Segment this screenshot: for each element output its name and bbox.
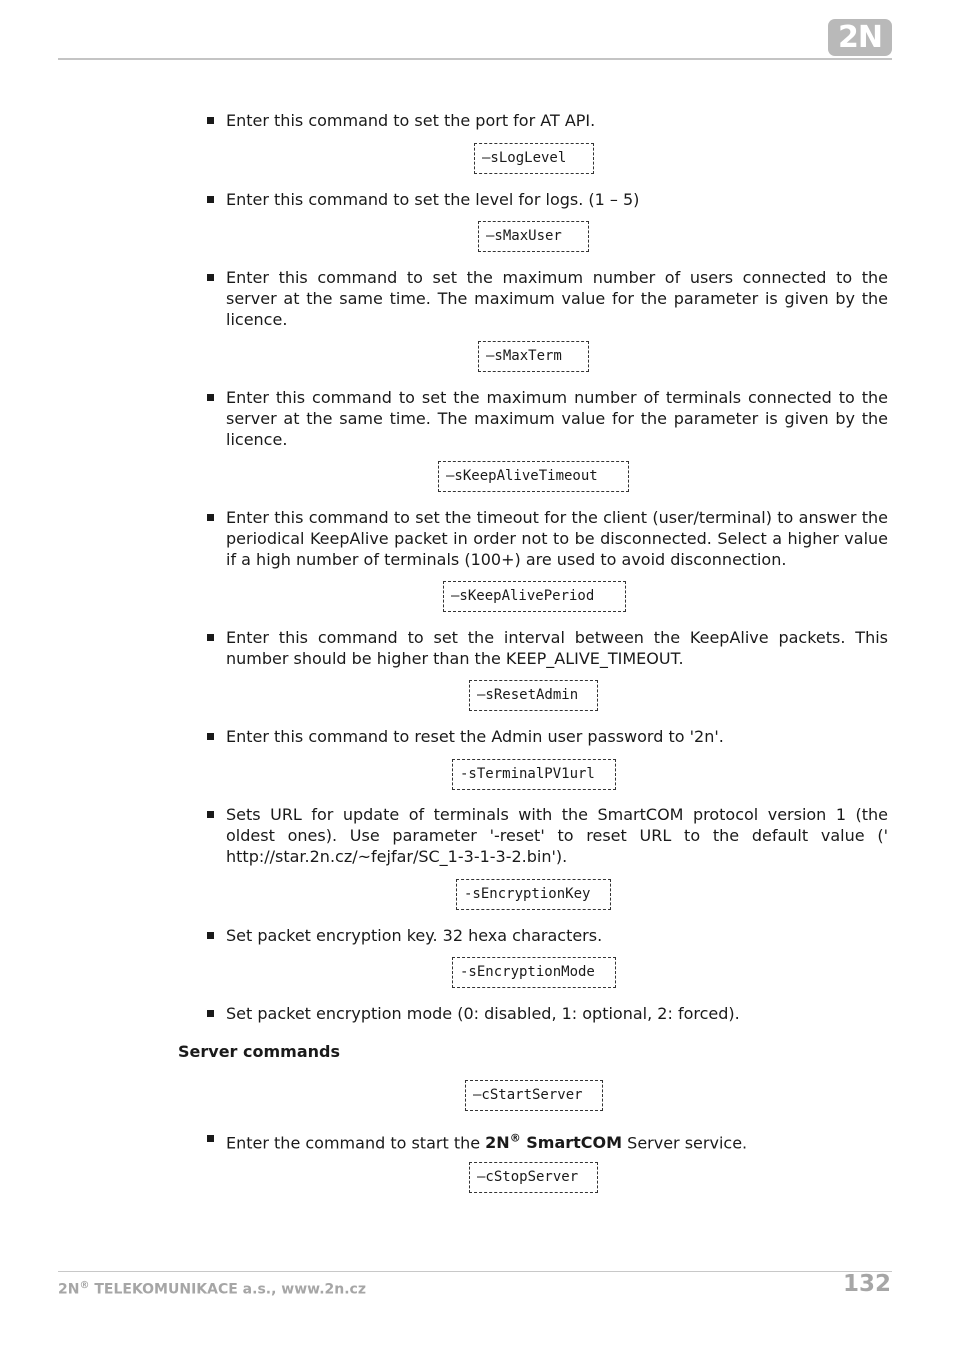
list-item: Enter this command to set the maximum number of users connected to the server at the same time. The maximum value for the parameter is given by the licence. — [226, 267, 888, 330]
bullet-square-icon — [207, 196, 214, 203]
product-name: 2N® SmartCOM — [485, 1132, 623, 1153]
footer-company: 2N® TELEKOMUNIKACE a.s., www.2n.cz — [58, 1280, 366, 1298]
header-divider — [58, 58, 892, 60]
command-box: –sKeepAlivePeriod — [443, 581, 626, 612]
company-logo: 2N — [828, 19, 892, 56]
list-item: Sets URL for update of terminals with the SmartCOM protocol version 1 (the oldest ones). Use parameter '-reset' to reset URL to the default value (' http://star.2n.cz/~fejfar/SC_1-3-1-3-2.bin'). — [226, 804, 888, 867]
bullet-square-icon — [207, 634, 214, 641]
bullet-square-icon — [207, 811, 214, 818]
list-item: Enter this command to set the port for AT API. — [226, 110, 888, 131]
command-box: –sLogLevel — [474, 143, 594, 174]
list-item: Enter this command to set the level for logs. (1 – 5) — [226, 189, 888, 210]
list-item: Enter this command to reset the Admin user password to '2n'. — [226, 726, 888, 747]
bullet-square-icon — [207, 932, 214, 939]
command-box: –sKeepAliveTimeout — [438, 461, 629, 492]
bullet-square-icon — [207, 514, 214, 521]
command-box: –cStopServer — [469, 1162, 598, 1193]
page-number: 132 — [842, 1271, 891, 1297]
list-item: Enter this command to set the maximum number of terminals connected to the server at the same time. The maximum value for the parameter is given by the licence. — [226, 387, 888, 450]
command-box: -sTerminalPV1url — [452, 759, 616, 790]
list-item: Set packet encryption key. 32 hexa characters. — [226, 925, 888, 946]
list-item: Enter the command to start the 2N® SmartCOM Server service. — [226, 1128, 888, 1153]
section-heading: Server commands — [178, 1042, 340, 1061]
list-item: Enter this command to set the interval between the KeepAlive packets. This number should be higher than the KEEP_ALIVE_TIMEOUT. — [226, 627, 888, 669]
command-box: -sEncryptionMode — [452, 957, 616, 988]
bullet-square-icon — [207, 394, 214, 401]
command-box: –sMaxTerm — [478, 341, 589, 372]
list-item: Set packet encryption mode (0: disabled, 1: optional, 2: forced). — [226, 1003, 888, 1024]
command-box: –sResetAdmin — [469, 680, 598, 711]
footer-divider — [58, 1271, 892, 1272]
command-box: -sEncryptionKey — [456, 879, 611, 910]
bullet-square-icon — [207, 274, 214, 281]
list-item: Enter this command to set the timeout for the client (user/terminal) to answer the periodical KeepAlive packet in order not to be disconnected. Select a higher value if a high number of terminals (100+) are used to avoid disconnection. — [226, 507, 888, 570]
bullet-square-icon — [207, 1135, 214, 1142]
command-box: –sMaxUser — [478, 221, 589, 252]
bullet-square-icon — [207, 733, 214, 740]
command-box: –cStartServer — [465, 1080, 603, 1111]
bullet-square-icon — [207, 1010, 214, 1017]
bullet-square-icon — [207, 117, 214, 124]
